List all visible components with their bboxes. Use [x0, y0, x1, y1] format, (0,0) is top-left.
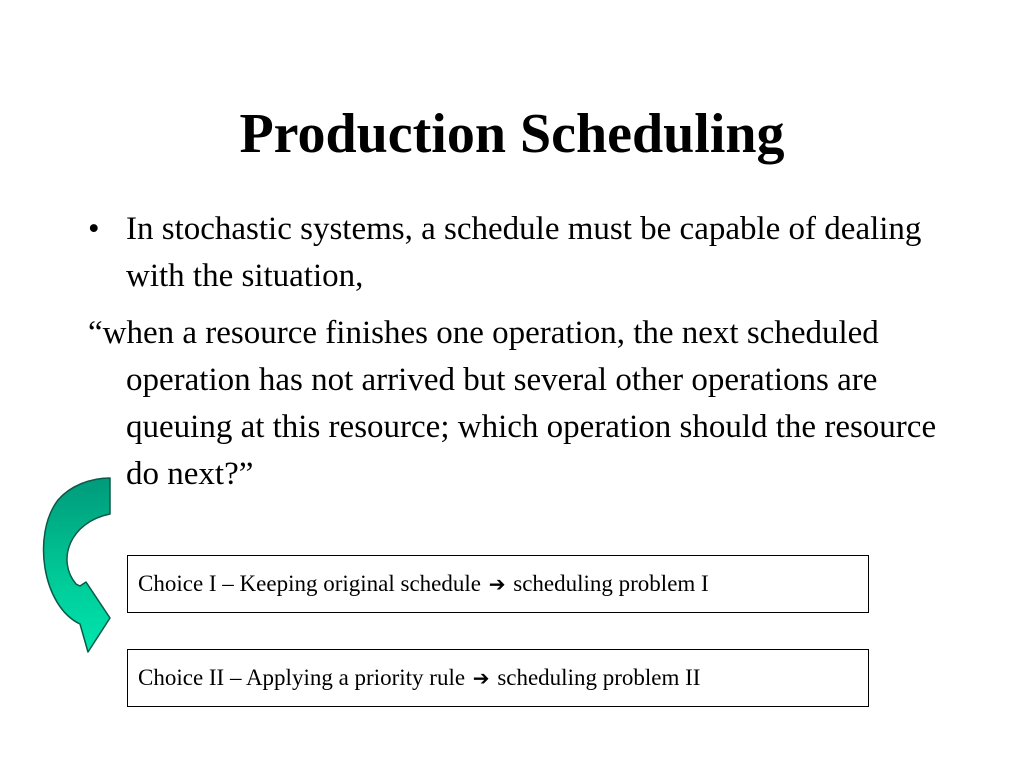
- slide-title: Production Scheduling: [239, 103, 785, 165]
- quote-text: “when a resource finishes one operation, the next scheduled operation has not arrived but several other operations are queuing at this resource; which operation should the resource do next?”: [88, 315, 937, 492]
- curved-arrow-icon: [38, 474, 118, 656]
- slide-body: [88, 206, 948, 498]
- bullet-item: [88, 206, 948, 300]
- right-arrow-icon: ➔: [472, 666, 490, 690]
- choice-box-2: [127, 649, 869, 707]
- choice-2-result: scheduling problem II: [497, 665, 701, 690]
- bullet-text: In stochastic systems, a schedule must be capable of dealing with the situation,: [126, 211, 922, 294]
- bullet-dot-icon: •: [88, 211, 100, 247]
- right-arrow-icon: ➔: [488, 572, 506, 596]
- choice-1-label: Choice I – Keeping original schedule: [138, 571, 481, 596]
- choice-box-1: [127, 555, 869, 613]
- choice-2-label: Choice II – Applying a priority rule: [138, 665, 466, 690]
- choice-1-result: scheduling problem I: [513, 571, 709, 596]
